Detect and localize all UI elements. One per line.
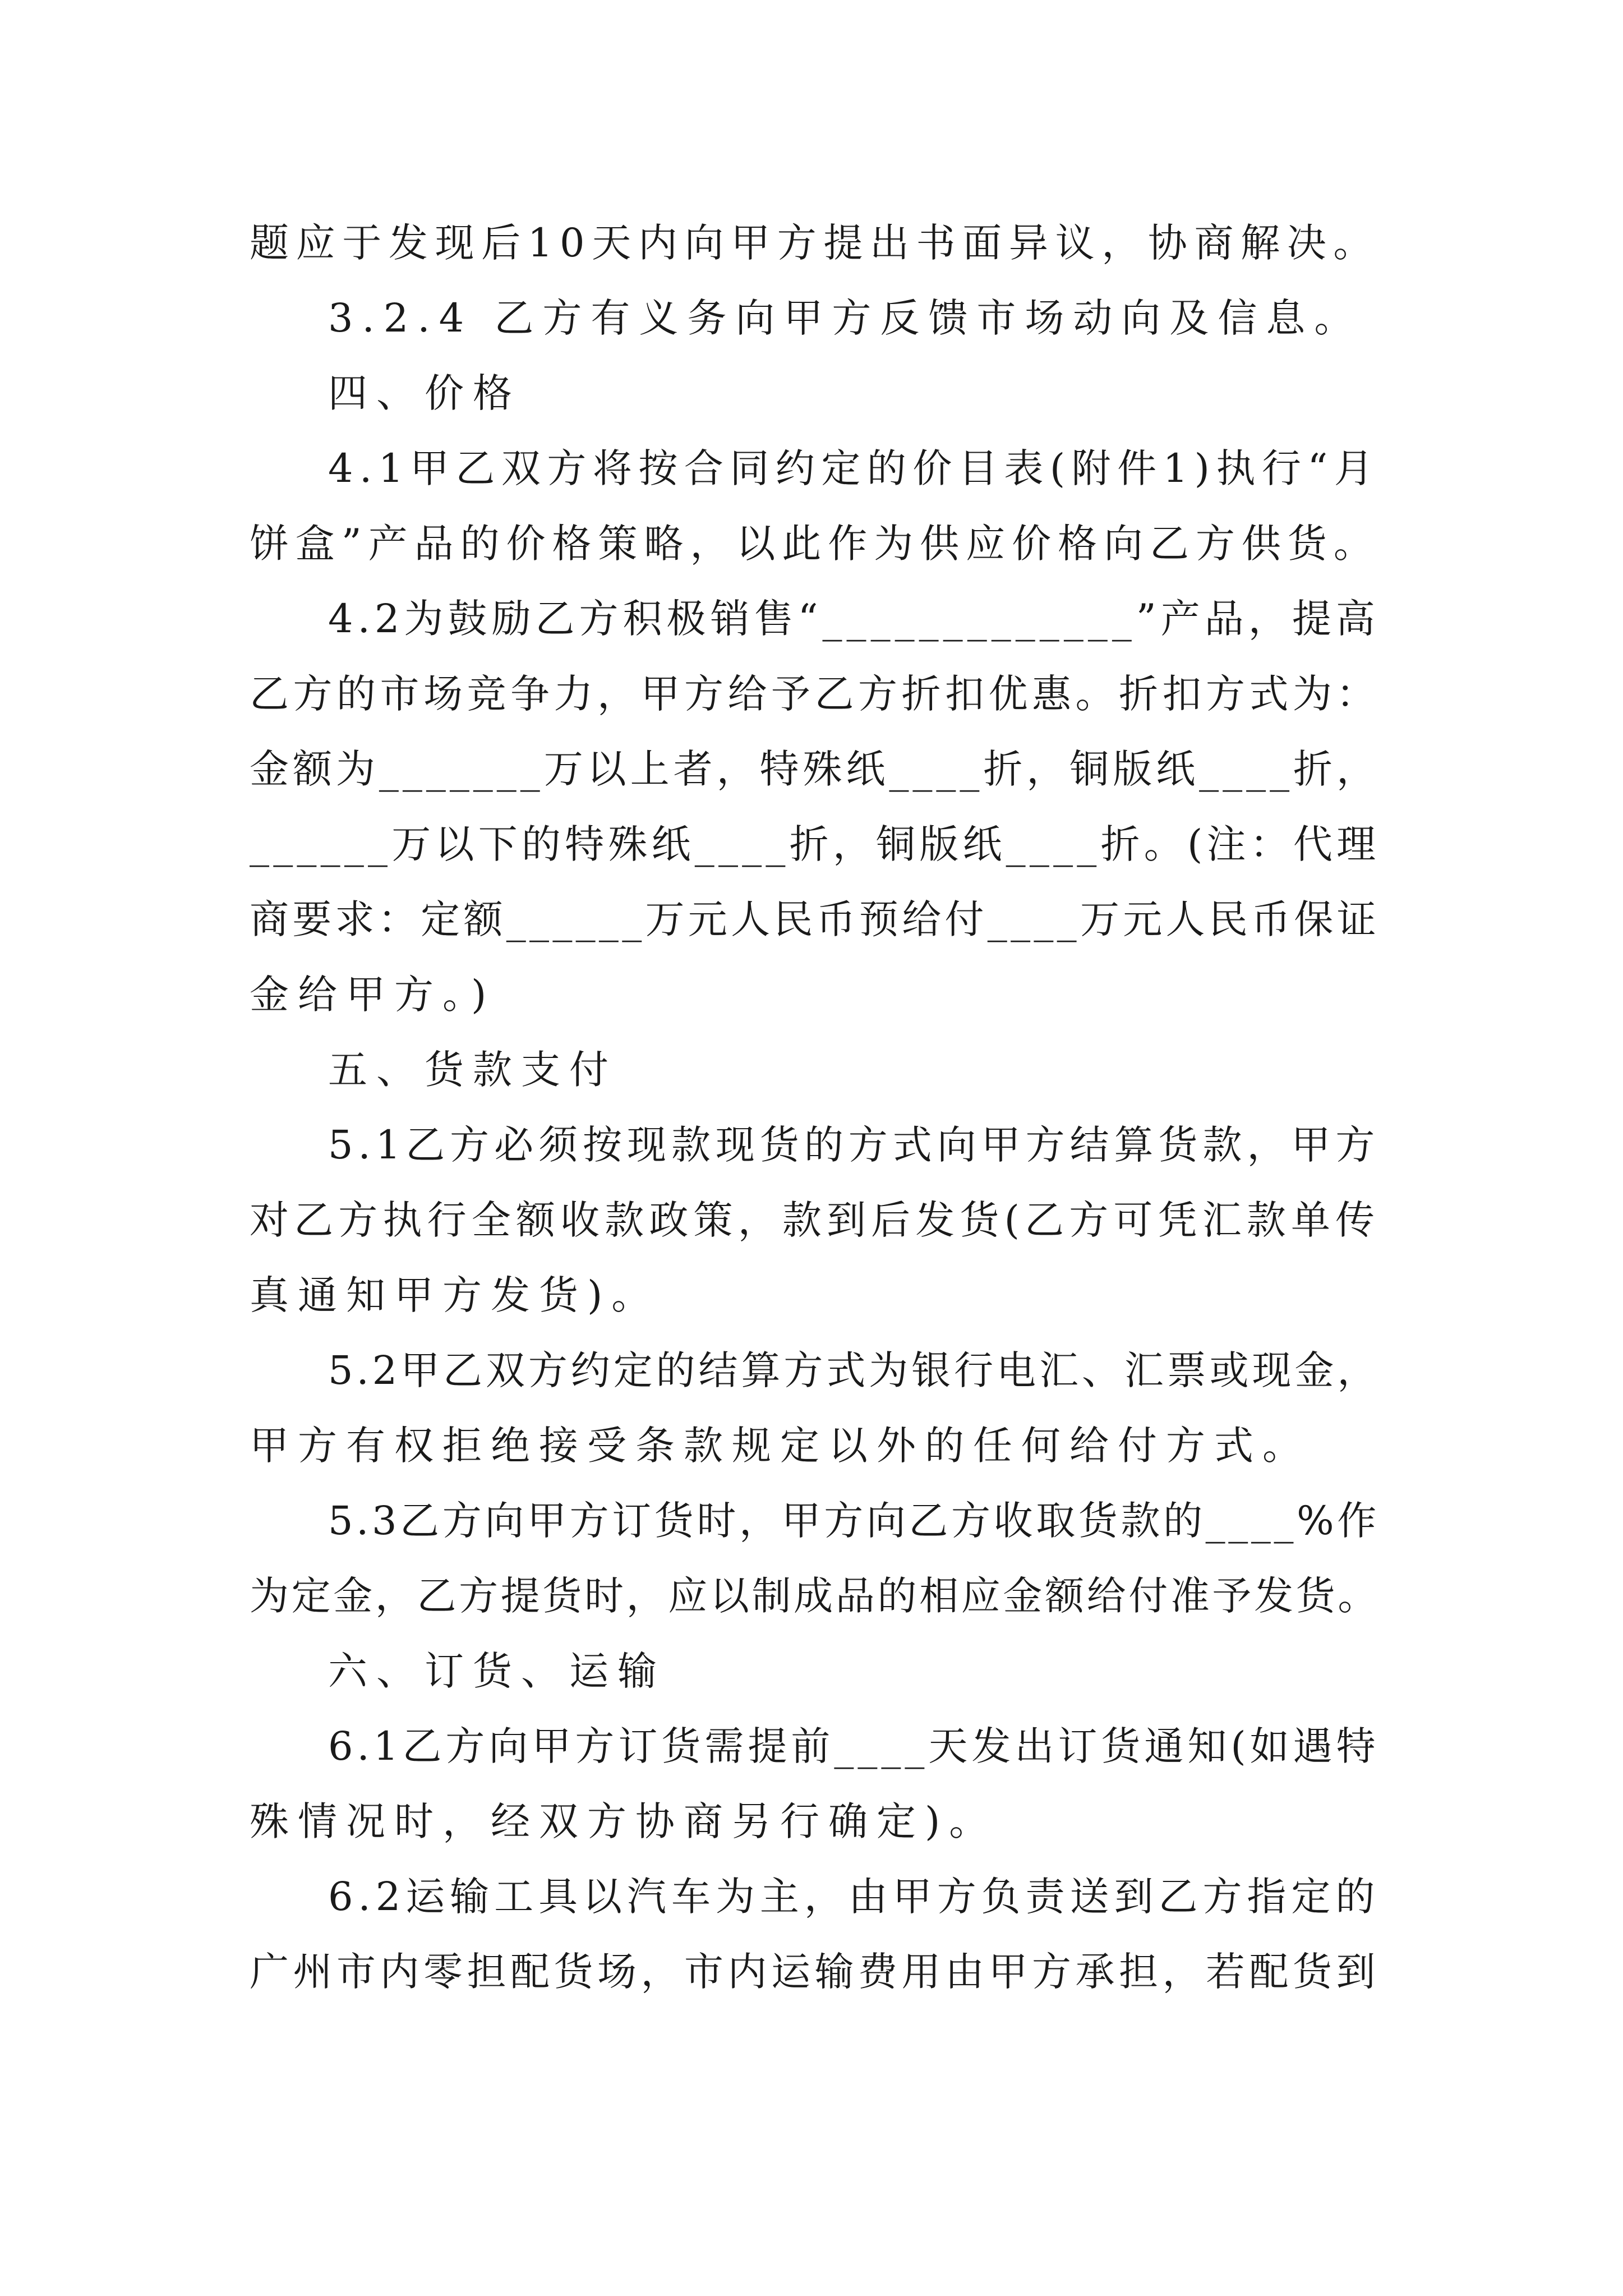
text-line-19: 为定金，乙方提货时，应以制成品的相应金额给付准予发货。 [250, 1573, 1380, 1619]
text-line-1: 题应于发现后10天内向甲方提出书面异议，协商解决。 [250, 220, 1380, 266]
text-line-21: 6.1乙方向甲方订货需提前____天发出订货通知(如遇特 [328, 1723, 1380, 1769]
text-line-17: 甲方有权拒绝接受条款规定以外的任何给付方式。 [250, 1423, 1311, 1469]
text-line-8: 金额为_______万以上者，特殊纸____折，铜版纸____折， [250, 746, 1380, 792]
text-line-2: 3.2.4 乙方有义务向甲方反馈市场动向及信息。 [328, 295, 1363, 341]
section-heading-price: 四、价格 [328, 370, 521, 416]
text-line-9: ______万以下的特殊纸____折，铜版纸____折。(注：代理 [250, 821, 1380, 867]
text-line-18: 5.3乙方向甲方订货时，甲方向乙方收取货款的____%作 [328, 1498, 1380, 1544]
text-line-5: 饼盒”产品的价格策略，以此作为供应价格向乙方供货。 [250, 521, 1380, 567]
text-line-14: 对乙方执行全额收款政策，款到后发货(乙方可凭汇款单传 [250, 1197, 1380, 1243]
text-line-13: 5.1乙方必须按现款现货的方式向甲方结算货款，甲方 [328, 1122, 1380, 1168]
text-line-6: 4.2为鼓励乙方积极销售“_____________”产品，提高 [328, 596, 1380, 642]
text-line-4: 4.1甲乙双方将按合同约定的价目表(附件1)执行“月 [328, 445, 1380, 491]
text-line-10: 商要求：定额______万元人民币预给付____万元人民币保证 [250, 896, 1380, 942]
text-line-7: 乙方的市场竞争力，甲方给予乙方折扣优惠。折扣方式为： [250, 671, 1380, 717]
text-line-15: 真通知甲方发货)。 [250, 1272, 660, 1318]
text-line-11: 金给甲方。) [250, 972, 496, 1018]
section-heading-ordering-transport: 六、订货、运输 [328, 1648, 666, 1694]
section-heading-payment: 五、货款支付 [328, 1047, 617, 1093]
text-line-23: 6.2运输工具以汽车为主，由甲方负责送到乙方指定的 [328, 1874, 1380, 1920]
text-line-22: 殊情况时，经双方协商另行确定)。 [250, 1798, 998, 1844]
text-line-16: 5.2甲乙双方约定的结算方式为银行电汇、汇票或现金， [328, 1347, 1380, 1393]
text-line-24: 广州市内零担配货场，市内运输费用由甲方承担，若配货到 [250, 1949, 1380, 1995]
